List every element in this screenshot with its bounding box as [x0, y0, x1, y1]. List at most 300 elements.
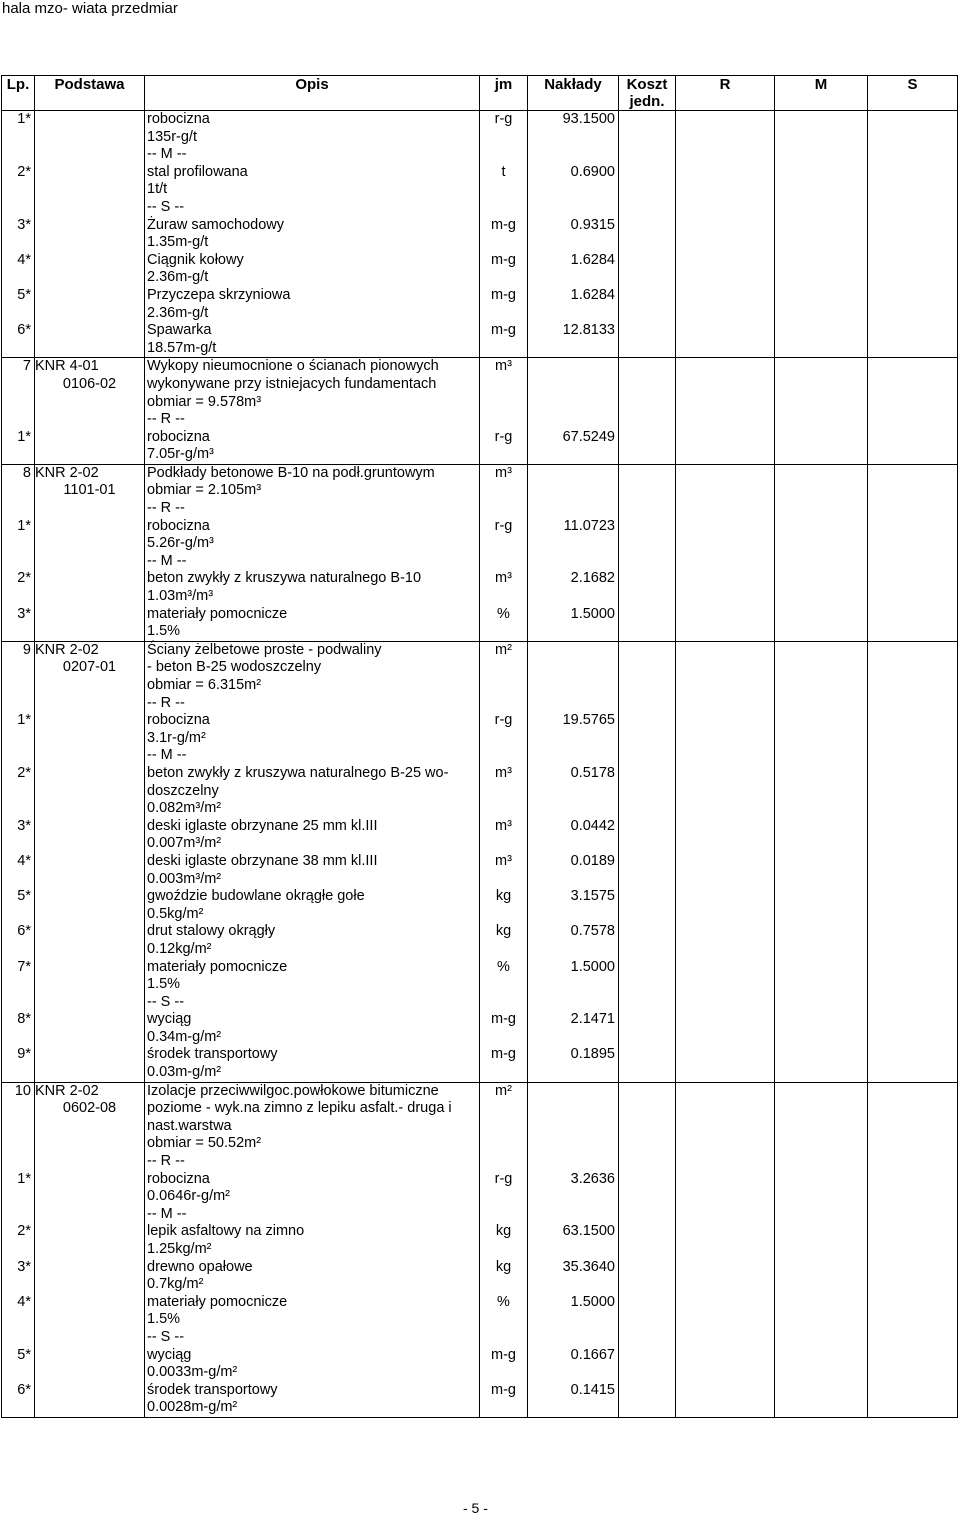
cell-opis: [145, 146, 480, 164]
cell-m: [775, 146, 868, 164]
opis-line1: stal profilowana: [147, 163, 248, 180]
cell-naklady: 0.1895: [528, 1046, 619, 1064]
cell-m: [775, 1347, 868, 1365]
cell-opis: [145, 199, 480, 217]
cell-naklady: 3.1575: [528, 888, 619, 906]
cell-s: [868, 1153, 958, 1171]
cell-podstawa: [35, 976, 145, 994]
cell-koszt-jedn: [619, 429, 676, 447]
cell-lp: [2, 747, 35, 765]
cell-m: [775, 287, 868, 305]
cell-opis: [145, 959, 480, 977]
cell-s: [868, 252, 958, 270]
cell-r: [676, 835, 775, 853]
cell-koszt-jedn: [619, 677, 676, 695]
opis-line1: Żuraw samochodowy: [147, 216, 284, 233]
table-row: [2, 340, 958, 358]
cell-r: [676, 1241, 775, 1259]
cell-koszt-jedn: [619, 1135, 676, 1153]
cell-opis: [145, 1188, 480, 1206]
cell-podstawa: [35, 695, 145, 713]
cell-naklady: [528, 1118, 619, 1136]
cell-podstawa: [35, 677, 145, 695]
cell-r: [676, 1135, 775, 1153]
cell-m: [775, 500, 868, 518]
cell-podstawa: [35, 800, 145, 818]
cell-opis: [145, 923, 480, 941]
opis-line1: wyciąg: [147, 1011, 192, 1028]
cell-r: [676, 252, 775, 270]
cell-m: [775, 765, 868, 800]
cell-lp: 4*: [2, 252, 35, 270]
cell-s: [868, 641, 958, 677]
cell-opis: [145, 695, 480, 713]
cell-s: [868, 464, 958, 500]
cell-podstawa: [35, 923, 145, 941]
cell-s: [868, 623, 958, 641]
cell-podstawa: [35, 853, 145, 871]
cell-jm: m-g: [480, 217, 528, 235]
cell-koszt-jedn: [619, 518, 676, 536]
cell-r: [676, 888, 775, 906]
cell-koszt-jedn: [619, 287, 676, 305]
cell-jm: [480, 234, 528, 252]
cell-s: [868, 835, 958, 853]
cell-m: [775, 923, 868, 941]
table-row: [2, 818, 958, 836]
cell-podstawa: [35, 1382, 145, 1400]
cell-naklady: [528, 500, 619, 518]
cell-jm: [480, 1118, 528, 1136]
cell-s: [868, 712, 958, 730]
cell-jm: [480, 500, 528, 518]
cell-naklady: [528, 446, 619, 464]
table-row: [2, 747, 958, 765]
cell-r: [676, 941, 775, 959]
cell-podstawa: [35, 570, 145, 588]
cell-s: [868, 1399, 958, 1417]
cell-naklady: [528, 1364, 619, 1382]
cell-s: [868, 976, 958, 994]
table-row: [2, 994, 958, 1012]
cell-jm: m³: [480, 464, 528, 500]
cell-m: [775, 394, 868, 412]
cell-jm: [480, 747, 528, 765]
cell-m: [775, 623, 868, 641]
cell-m: [775, 1329, 868, 1347]
cell-podstawa: [35, 464, 145, 500]
cell-m: [775, 518, 868, 536]
cell-r: [676, 747, 775, 765]
cell-opis: [145, 853, 480, 871]
table-row: [2, 695, 958, 713]
cell-jm: r-g: [480, 518, 528, 536]
podstawa-line1: KNR 2-02: [35, 464, 99, 481]
cell-koszt-jedn: [619, 164, 676, 182]
opis-line1: 1.03m³/m³: [147, 588, 214, 605]
cell-lp: [2, 730, 35, 748]
cell-koszt-jedn: [619, 606, 676, 624]
opis-line1: 0.082m³/m²: [147, 800, 222, 817]
cell-podstawa: [35, 588, 145, 606]
cell-naklady: [528, 1153, 619, 1171]
cell-s: [868, 765, 958, 800]
cell-koszt-jedn: [619, 500, 676, 518]
cell-m: [775, 959, 868, 977]
opis-line1: 5.26r-g/m³: [147, 535, 214, 552]
cell-jm: m³: [480, 570, 528, 588]
cell-jm: %: [480, 959, 528, 977]
header-lp: Lp.: [2, 76, 35, 111]
cell-jm: [480, 553, 528, 571]
cell-naklady: [528, 641, 619, 677]
cell-r: [676, 588, 775, 606]
cell-s: [868, 358, 958, 394]
cell-jm: [480, 1135, 528, 1153]
cell-opis: [145, 677, 480, 695]
cell-naklady: [528, 269, 619, 287]
cell-koszt-jedn: [619, 623, 676, 641]
cell-lp: 4*: [2, 1294, 35, 1312]
opis-line1: robocizna: [147, 712, 210, 729]
cell-m: [775, 588, 868, 606]
table-row: [2, 394, 958, 412]
cell-r: [676, 305, 775, 323]
podstawa-line1: KNR 4-01: [35, 358, 99, 375]
cell-koszt-jedn: [619, 1276, 676, 1294]
cell-opis: [145, 305, 480, 323]
opis-line2: obmiar = 2.105m³: [147, 482, 262, 499]
cell-r: [676, 677, 775, 695]
cell-lp: [2, 677, 35, 695]
cell-r: [676, 623, 775, 641]
cell-m: [775, 305, 868, 323]
cell-opis: [145, 1011, 480, 1029]
cell-m: [775, 1206, 868, 1224]
cell-jm: [480, 1276, 528, 1294]
cell-opis: [145, 394, 480, 412]
opis-line1: 0.12kg/m²: [147, 940, 212, 957]
cell-lp: [2, 994, 35, 1012]
cell-r: [676, 446, 775, 464]
cell-jm: [480, 994, 528, 1012]
cell-koszt-jedn: [619, 394, 676, 412]
cell-opis: [145, 464, 480, 500]
opis-line1: wyciąg: [147, 1346, 192, 1363]
cell-koszt-jedn: [619, 269, 676, 287]
cell-r: [676, 411, 775, 429]
cell-koszt-jedn: [619, 1171, 676, 1189]
cell-jm: %: [480, 1294, 528, 1312]
cell-s: [868, 1135, 958, 1153]
cell-lp: [2, 181, 35, 199]
cell-naklady: [528, 1188, 619, 1206]
cell-opis: [145, 269, 480, 287]
opis-line1: -- M --: [147, 146, 187, 163]
table-row: [2, 1082, 958, 1118]
cell-jm: [480, 1064, 528, 1082]
table-row: [2, 164, 958, 182]
cell-naklady: 35.3640: [528, 1259, 619, 1277]
cell-r: [676, 1153, 775, 1171]
cell-koszt-jedn: [619, 411, 676, 429]
cell-naklady: [528, 411, 619, 429]
cell-podstawa: [35, 1171, 145, 1189]
cell-s: [868, 1118, 958, 1136]
cell-s: [868, 747, 958, 765]
cell-jm: [480, 1029, 528, 1047]
cell-lp: 6*: [2, 1382, 35, 1400]
cell-podstawa: [35, 1029, 145, 1047]
cell-jm: r-g: [480, 1171, 528, 1189]
cell-opis: [145, 623, 480, 641]
cell-m: [775, 217, 868, 235]
cell-s: [868, 553, 958, 571]
table-row: [2, 588, 958, 606]
cell-podstawa: [35, 500, 145, 518]
cell-m: [775, 1294, 868, 1312]
cell-podstawa: [35, 747, 145, 765]
cell-jm: m³: [480, 818, 528, 836]
opis-line1: środek transportowy: [147, 1381, 278, 1398]
cell-podstawa: [35, 164, 145, 182]
cell-m: [775, 446, 868, 464]
opis-line1: -- R --: [147, 694, 185, 711]
cell-r: [676, 994, 775, 1012]
cell-podstawa: [35, 394, 145, 412]
cell-lp: [2, 976, 35, 994]
cell-r: [676, 287, 775, 305]
cell-m: [775, 322, 868, 340]
cell-r: [676, 871, 775, 889]
cell-r: [676, 695, 775, 713]
cell-r: [676, 1311, 775, 1329]
cell-opis: [145, 976, 480, 994]
cell-lp: [2, 1206, 35, 1224]
cell-jm: m-g: [480, 1382, 528, 1400]
table-row: [2, 1188, 958, 1206]
cell-s: [868, 234, 958, 252]
cell-jm: [480, 1364, 528, 1382]
cell-koszt-jedn: [619, 1206, 676, 1224]
cell-naklady: [528, 1082, 619, 1118]
table-row: [2, 500, 958, 518]
cell-jm: m²: [480, 641, 528, 677]
cell-jm: [480, 1241, 528, 1259]
cell-naklady: 11.0723: [528, 518, 619, 536]
cell-jm: [480, 695, 528, 713]
cell-koszt-jedn: [619, 535, 676, 553]
table-row: [2, 835, 958, 853]
cell-m: [775, 1171, 868, 1189]
cell-opis: [145, 1046, 480, 1064]
cell-koszt-jedn: [619, 252, 676, 270]
opis-line1: lepik asfaltowy na zimno: [147, 1223, 305, 1240]
cell-naklady: 0.7578: [528, 923, 619, 941]
cell-opis: [145, 287, 480, 305]
cell-opis: [145, 641, 480, 677]
table-row: [2, 252, 958, 270]
cell-podstawa: [35, 730, 145, 748]
opis-line1: 7.05r-g/m³: [147, 446, 214, 463]
table-row: [2, 464, 958, 500]
cell-jm: [480, 340, 528, 358]
cell-lp: [2, 695, 35, 713]
opis-line1: 0.34m-g/m²: [147, 1028, 222, 1045]
cell-lp: 1*: [2, 111, 35, 129]
cell-s: [868, 1364, 958, 1382]
cell-m: [775, 129, 868, 147]
cell-s: [868, 1223, 958, 1241]
cell-koszt-jedn: [619, 994, 676, 1012]
table-row: [2, 712, 958, 730]
cell-s: [868, 695, 958, 713]
cell-m: [775, 1223, 868, 1241]
cell-jm: [480, 1188, 528, 1206]
table-row: [2, 1399, 958, 1417]
cell-naklady: 3.2636: [528, 1171, 619, 1189]
cell-jm: r-g: [480, 429, 528, 447]
cell-s: [868, 606, 958, 624]
cell-jm: [480, 730, 528, 748]
table-row: [2, 322, 958, 340]
cell-m: [775, 252, 868, 270]
table-row: [2, 641, 958, 677]
cell-opis: [145, 1382, 480, 1400]
cell-lp: 1*: [2, 1171, 35, 1189]
opis-line1: 18.57m-g/t: [147, 339, 217, 356]
cell-s: [868, 1011, 958, 1029]
cell-podstawa: [35, 199, 145, 217]
cell-naklady: [528, 1241, 619, 1259]
cell-m: [775, 1311, 868, 1329]
cell-koszt-jedn: [619, 1153, 676, 1171]
opis-line1: -- R --: [147, 1153, 185, 1170]
cell-opis: [145, 1064, 480, 1082]
cell-naklady: [528, 129, 619, 147]
cell-r: [676, 712, 775, 730]
cell-r: [676, 181, 775, 199]
cell-jm: [480, 411, 528, 429]
opis-line1: obmiar = 50.52m²: [147, 1135, 262, 1152]
cell-s: [868, 111, 958, 129]
cell-s: [868, 906, 958, 924]
cell-lp: [2, 1311, 35, 1329]
cell-lp: [2, 1118, 35, 1136]
cell-podstawa: [35, 1399, 145, 1417]
cell-opis: [145, 217, 480, 235]
cell-m: [775, 1029, 868, 1047]
cell-opis: [145, 994, 480, 1012]
opis-line1: -- M --: [147, 747, 187, 764]
cell-podstawa: [35, 1135, 145, 1153]
cell-r: [676, 606, 775, 624]
cell-koszt-jedn: [619, 641, 676, 677]
cell-jm: [480, 941, 528, 959]
table-row: [2, 217, 958, 235]
cell-r: [676, 1294, 775, 1312]
cell-koszt-jedn: [619, 305, 676, 323]
cell-lp: 5*: [2, 888, 35, 906]
cell-lp: 3*: [2, 606, 35, 624]
cell-opis: [145, 129, 480, 147]
cell-opis: [145, 164, 480, 182]
header-koszt-jedn: Koszt jedn.: [619, 76, 676, 111]
opis-line1: Spawarka: [147, 322, 212, 339]
cell-naklady: [528, 976, 619, 994]
cell-koszt-jedn: [619, 906, 676, 924]
cell-s: [868, 305, 958, 323]
table-row: [2, 1064, 958, 1082]
cell-lp: [2, 146, 35, 164]
cell-podstawa: [35, 1011, 145, 1029]
cell-podstawa: [35, 1347, 145, 1365]
cell-naklady: [528, 234, 619, 252]
cell-lp: [2, 500, 35, 518]
cell-jm: t: [480, 164, 528, 182]
cell-s: [868, 1276, 958, 1294]
cell-koszt-jedn: [619, 976, 676, 994]
cell-jm: [480, 446, 528, 464]
header-s: S: [868, 76, 958, 111]
opis-line1: Podkłady betonowe B-10 na podł.gruntowym: [147, 464, 435, 481]
cell-koszt-jedn: [619, 747, 676, 765]
cell-r: [676, 1364, 775, 1382]
opis-line1: 0.0028m-g/m²: [147, 1399, 238, 1416]
cell-m: [775, 1382, 868, 1400]
opis-line1: -- M --: [147, 1205, 187, 1222]
cell-m: [775, 994, 868, 1012]
table-row: [2, 1294, 958, 1312]
cell-lp: 1*: [2, 429, 35, 447]
cell-podstawa: [35, 234, 145, 252]
cell-podstawa: [35, 765, 145, 800]
table-row: [2, 518, 958, 536]
cell-s: [868, 429, 958, 447]
page-number: - 5 -: [463, 1500, 488, 1516]
cell-naklady: [528, 340, 619, 358]
cell-lp: 5*: [2, 287, 35, 305]
cell-opis: [145, 1347, 480, 1365]
cell-naklady: [528, 941, 619, 959]
table-row: [2, 358, 958, 394]
cell-opis: [145, 500, 480, 518]
cell-podstawa: [35, 269, 145, 287]
opis-line1: deski iglaste obrzynane 38 mm kl.III: [147, 852, 378, 869]
cell-naklady: 12.8133: [528, 322, 619, 340]
cell-opis: [145, 730, 480, 748]
cell-r: [676, 217, 775, 235]
cell-naklady: [528, 394, 619, 412]
cell-r: [676, 464, 775, 500]
cell-s: [868, 1188, 958, 1206]
cell-opis: [145, 1364, 480, 1382]
cell-jm: [480, 199, 528, 217]
cell-podstawa: [35, 411, 145, 429]
cell-opis: [145, 1259, 480, 1277]
cell-naklady: [528, 535, 619, 553]
cell-jm: [480, 269, 528, 287]
table-row: [2, 959, 958, 977]
cell-lp: 1*: [2, 712, 35, 730]
cell-opis: [145, 1329, 480, 1347]
cell-koszt-jedn: [619, 1046, 676, 1064]
cell-naklady: [528, 553, 619, 571]
cell-opis: [145, 588, 480, 606]
document-title: hala mzo- wiata przedmiar: [2, 0, 178, 17]
cell-podstawa: [35, 1118, 145, 1136]
cell-naklady: 0.1667: [528, 1347, 619, 1365]
